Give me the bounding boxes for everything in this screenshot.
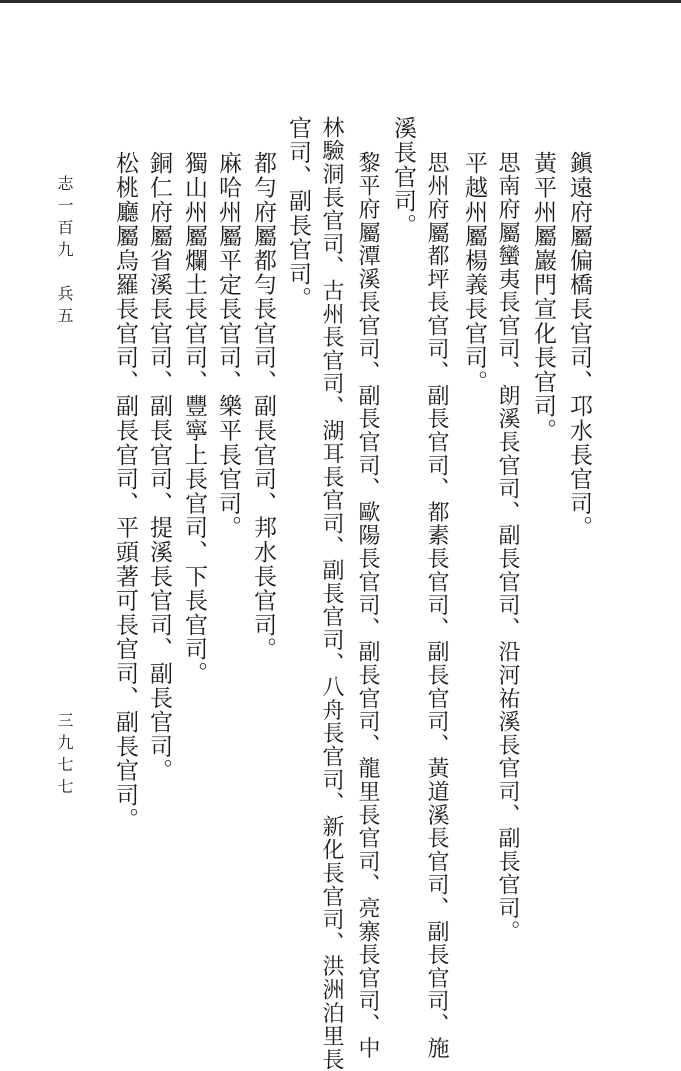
text-column: 官司、副長官司。 <box>285 116 311 311</box>
page-number: 三九七七 <box>55 712 74 800</box>
running-head: 志一百九 兵五 <box>55 175 74 329</box>
text-column: 思南府屬蠻夷長官司、朗溪長官司、副長官司、沿河祐溪長官司、副長官司。 <box>495 151 520 944</box>
text-column: 鎭遠府屬偏橋長官司、邛水長官司。 <box>566 151 592 540</box>
text-column: 銅仁府屬省溪長官司、副長官司、提溪長官司、副長官司。 <box>146 151 172 783</box>
top-border-rule <box>0 0 681 3</box>
text-column: 松桃廳屬烏羅長官司、副長官司、平頭著可長官司、副長官司。 <box>112 151 138 832</box>
text-column: 黎平府屬潭溪長官司、副長官司、歐陽長官司、副長官司、龍里長官司、亮寨長官司、中 <box>355 151 380 1060</box>
text-column: 麻哈州屬平定長官司、樂平長官司。 <box>215 151 241 540</box>
text-column: 平越州屬楊義長官司。 <box>461 151 487 394</box>
text-column: 獨山州屬爛土長官司、豐寧上長官司、下長官司。 <box>181 151 207 686</box>
text-column: 思州府屬都坪長官司、副長官司、都素長官司、副長官司、黃道溪長官司、副長官司、施 <box>424 151 449 1060</box>
text-column: 黃平州屬巖門宣化長官司。 <box>530 151 556 443</box>
text-column: 都勻府屬都勻長官司、副長官司、邦水長官司。 <box>250 151 276 662</box>
text-column: 林驗洞長官司、古州長官司、湖耳長官司、副長官司、八舟長官司、新化長官司、洪洲泊里長 <box>319 116 344 1071</box>
text-column: 溪長官司。 <box>390 116 416 238</box>
